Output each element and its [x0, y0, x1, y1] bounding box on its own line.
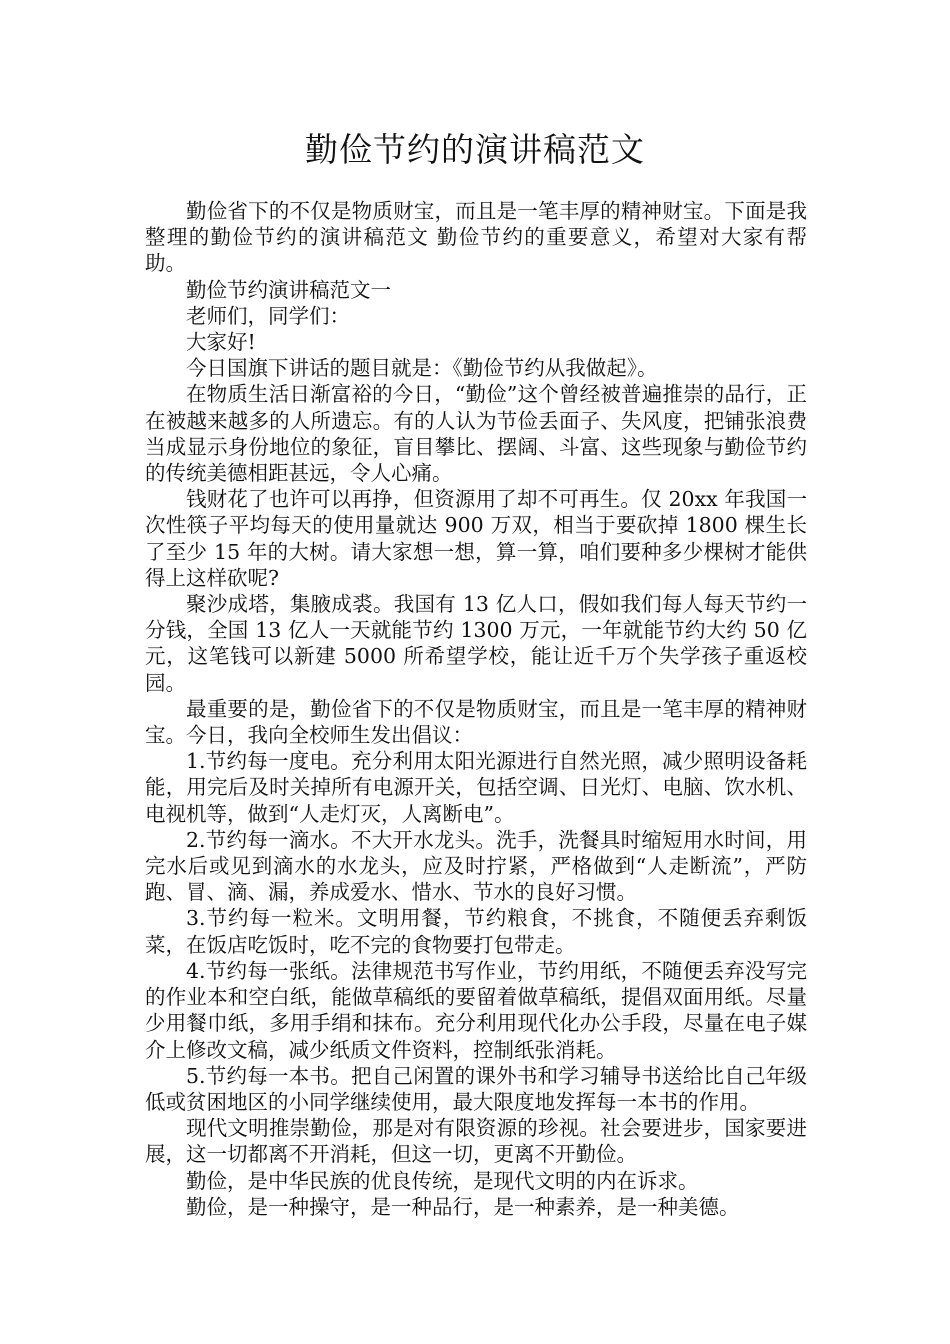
paragraph-body: 在物质生活日渐富裕的今日，“勤俭”这个曾经被普遍推崇的品行，正在被越来越多的人所遗忘。有的人认为节俭丢面子、失风度，把铺张浪费当成显示身份地位的象征，盲目攀比、摆阔、斗富、这些现象与勤俭节约的传统美德相距甚远，令人心痛。 — [145, 382, 807, 486]
paragraph-body: 现代文明推崇勤俭，那是对有限资源的珍视。社会要进步，国家要进展，这一切都离不开消耗，但这一切，更离不开勤俭。 — [145, 1116, 807, 1167]
paragraph-section-heading: 勤俭节约演讲稿范文一 — [186, 277, 391, 302]
paragraph-body: 钱财花了也许可以再挣，但资源用了却不可再生。仅 20xx 年我国一次性筷子平均每天的使用量就达 900 万双，相当于要砍掉 1800 棵生长了至少 15 年的大树。请大家想一想，算一算，咱们要种多少棵树才能供得上这样砍呢? — [145, 487, 807, 590]
document-title: 勤俭节约的演讲稿范文 — [305, 130, 645, 169]
paragraph-body: 最重要的是，勤俭省下的不仅是物质财宝，而且是一笔丰厚的精神财宝。今日，我向全校师生发出倡议： — [145, 696, 807, 748]
paragraph-proposal-item: 2.节约每一滴水。不大开水龙头。洗手，洗餐具时缩短用水时间，用完水后或见到滴水的水龙头，应及时拧紧，严格做到“人走断流”，严防跑、冒、滴、漏，养成爱水、惜水、节水的良好习惯。 — [145, 827, 807, 905]
paragraph-proposal-item: 1.节约每一度电。充分利用太阳光源进行自然光照，减少照明设备耗能，用完后及时关掉所有电源开关，包括空调、日光灯、电脑、饮水机、电视机等，做到“人走灯灭，人离断电”。 — [145, 749, 807, 826]
paragraph-salutation: 老师们，同学们： — [186, 303, 350, 328]
paragraph-topic: 今日国旗下讲话的题目就是：《勤俭节约从我做起》。 — [186, 356, 658, 381]
paragraph-proposal-item: 3.节约每一粒米。文明用餐，节约粮食，不挑食，不随便丢弃剩饭菜，在饭店吃饭时，吃不完的食物要打包带走。 — [145, 906, 807, 957]
paragraph-proposal-item: 5.节约每一本书。把自己闲置的课外书和学习辅导书送给比自己年级低或贫困地区的小同学继续使用，最大限度地发挥每一本书的作用。 — [145, 1063, 807, 1114]
paragraph-body: 聚沙成塔，集腋成裘。我国有 13 亿人口，假如我们每人每天节约一分钱，全国 13 亿人一天就能节约 1300 万元，一年就能节约大约 50 亿元，这笔钱可以新建 5000 所希望学校，能让近千万个失学孩子重返校园。 — [145, 592, 807, 695]
paragraph-body: 勤俭，是一种操守，是一种品行，是一种素养，是一种美德。 — [186, 1194, 740, 1219]
paragraph-intro: 勤俭省下的不仅是物质财宝，而且是一笔丰厚的精神财宝。下面是我整理的勤俭节约的演讲稿范文 勤俭节约的重要意义，希望对大家有帮助。 — [145, 199, 807, 276]
paragraph-body: 勤俭，是中华民族的优良传统，是现代文明的内在诉求。 — [186, 1168, 699, 1193]
document-body — [145, 198, 807, 1220]
paragraph-greeting: 大家好! — [186, 330, 256, 355]
paragraph-proposal-item: 4.节约每一张纸。法律规范书写作业，节约用纸，不随便丢弃没写完的作业本和空白纸，能做草稿纸的要留着做草稿纸，提倡双面用纸。尽量少用餐巾纸，多用手绢和抹布。充分利用现代化办公手段，尽量在电子媒介上修改文稿，减少纸质文件资料，控制纸张消耗。 — [145, 958, 807, 1062]
